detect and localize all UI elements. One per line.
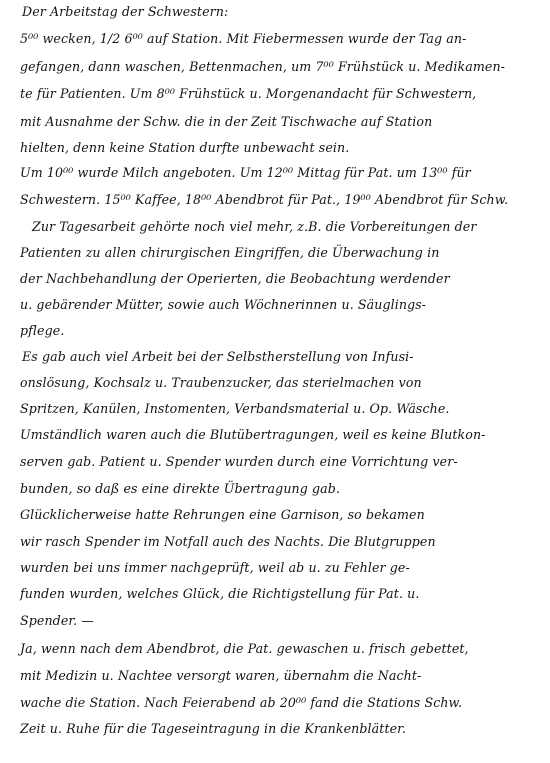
text-line: onslösung, Kochsalz u. Traubenzucker, das sterielmachen von (20, 375, 422, 390)
document-title: Der Arbeitstag der Schwestern: (22, 4, 229, 19)
text-line: der Nachbehandlung der Operierten, die Beobachtung werdender (20, 271, 450, 286)
text-line: te für Patienten. Um 8⁰⁰ Frühstück u. Morgenandacht für Schwestern, (20, 86, 477, 101)
text-line: Zur Tagesarbeit gehörte noch viel mehr, z.B. die Vorbereitungen der (32, 219, 477, 234)
text-line: u. gebärender Mütter, sowie auch Wöchnerinnen u. Säuglings- (20, 297, 427, 312)
text-line: wurden bei uns immer nachgeprüft, weil ab u. zu Fehler ge- (20, 560, 410, 575)
text-line: mit Ausnahme der Schw. die in der Zeit Tischwache auf Station (20, 114, 433, 129)
text-line: pflege. (20, 323, 65, 338)
text-line: Ja, wenn nach dem Abendbrot, die Pat. gewaschen u. frisch gebettet, (20, 641, 469, 656)
text-line: Spritzen, Kanülen, Instomenten, Verbandsmaterial u. Op. Wäsche. (20, 401, 450, 416)
text-line: serven gab. Patient u. Spender wurden durch eine Vorrichtung ver- (20, 454, 458, 469)
text-line: Zeit u. Ruhe für die Tageseintragung in die Krankenblätter. (20, 721, 406, 736)
text-line: wache die Station. Nach Feierabend ab 20⁰⁰ fand die Stations Schw. (20, 695, 463, 710)
text-line: gefangen, dann waschen, Bettenmachen, um 7⁰⁰ Frühstück u. Medikamen- (20, 59, 506, 74)
text-line: Schwestern. 15⁰⁰ Kaffee, 18⁰⁰ Abendbrot für Pat., 19⁰⁰ Abendbrot für Schw. (20, 192, 509, 207)
text-line: Patienten zu allen chirurgischen Eingriffen, die Überwachung in (20, 245, 440, 260)
text-line: mit Medizin u. Nachtee versorgt waren, übernahm die Nacht- (20, 668, 422, 683)
text-line: wir rasch Spender im Notfall auch des Nachts. Die Blutgruppen (20, 534, 436, 549)
text-line: Umständlich waren auch die Blutübertragungen, weil es keine Blutkon- (20, 427, 486, 442)
text-line: Spender. — (20, 613, 95, 628)
text-line: hielten, denn keine Station durfte unbewacht sein. (20, 140, 350, 155)
text-line: Es gab auch viel Arbeit bei der Selbstherstellung von Infusi- (22, 349, 414, 364)
text-line: bunden, so daß es eine direkte Übertragung gab. (20, 481, 341, 496)
text-line: Glücklicherweise hatte Rehrungen eine Garnison, so bekamen (20, 507, 425, 522)
text-line: funden wurden, welches Glück, die Richtigstellung für Pat. u. (20, 586, 420, 601)
text-line: 5⁰⁰ wecken, 1/2 6⁰⁰ auf Station. Mit Fiebermessen wurde der Tag an- (20, 31, 467, 46)
text-line: Um 10⁰⁰ wurde Milch angeboten. Um 12⁰⁰ Mittag für Pat. um 13⁰⁰ für (20, 165, 471, 180)
